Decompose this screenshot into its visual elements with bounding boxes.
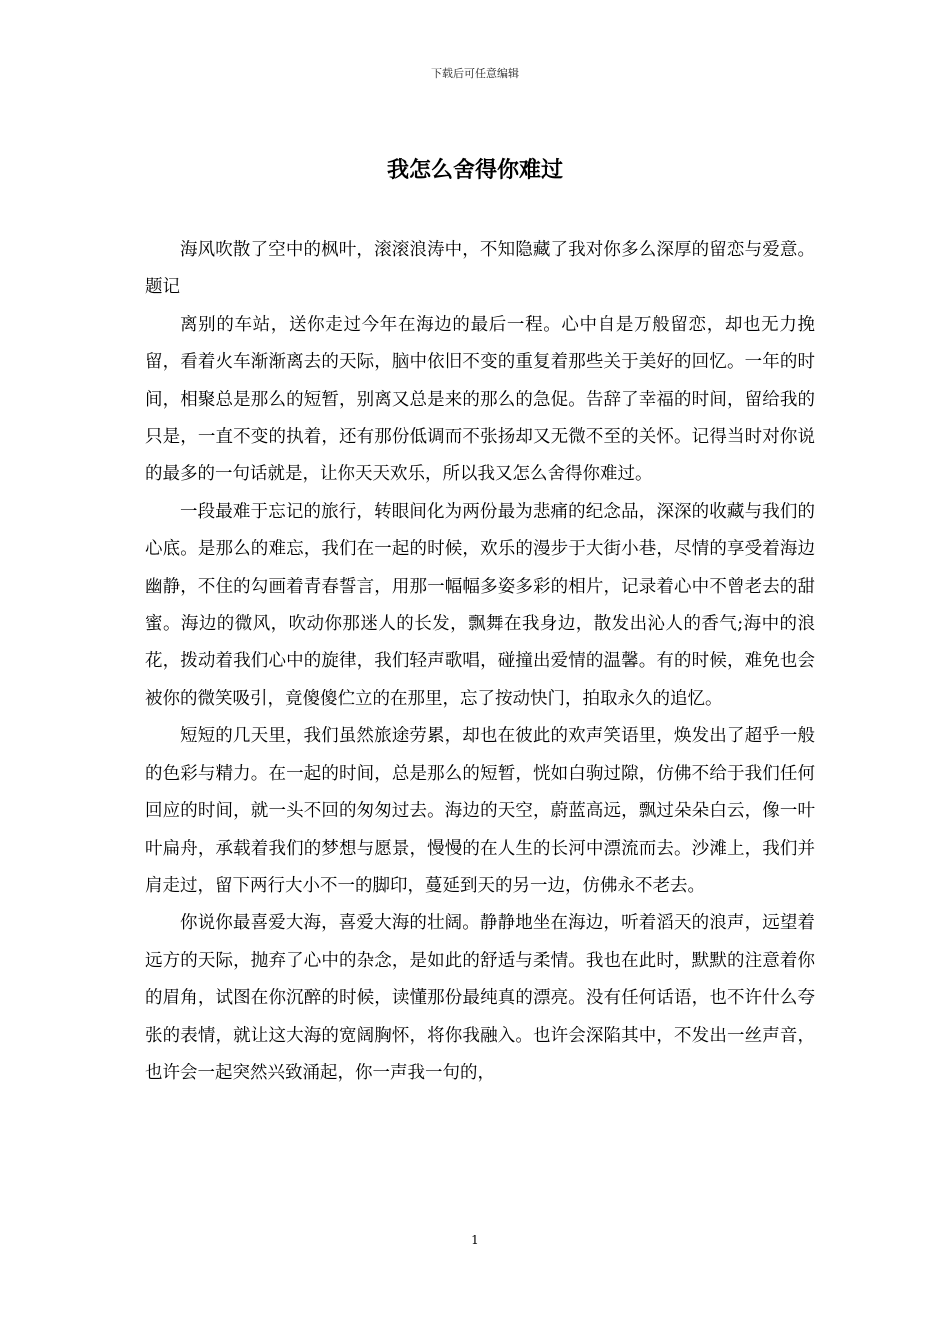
document-title: 我怎么舍得你难过 [386,157,563,183]
page-number: 1 [471,1233,479,1247]
paragraph: 你说你最喜爱大海，喜爱大海的壮阔。静静地坐在海边，听着滔天的浪声，远望着远方的天际，抛弃了心中的杂念，是如此的舒适与柔情。我也在此时，默默的注意着你的眉角，试图在你沉醉的时候，读懂那份最纯真的漂亮。没有任何话语，也不许什么夸张的表情，就让这大海的宽阔胸怀，将你我融入。也许会深陷其中，不发出一丝声音，也许会一起突然兴致涌起，你一声我一句的， [145,913,815,1083]
paragraph: 离别的车站，送你走过今年在海边的最后一程。心中自是万般留恋，却也无力挽留，看着火车渐渐离去的天际，脑中依旧不变的重复着那些关于美好的回忆。一年的时间，相聚总是那么的短暂，别离又总是来的那么的急促。告辞了幸福的时间，留给我的只是，一直不变的执着，还有那份低调而不张扬却又无微不至的关怀。记得当时对你说的最多的一句话就是，让你天天欢乐，所以我又怎么舍得你难过。 [145,314,815,485]
page-header: 下载后可任意编辑 [431,67,519,80]
paragraph: 一段最难于忘记的旅行，转眼间化为两份最为悲痛的纪念品，深深的收藏与我们的心底。是那么的难忘，我们在一起的时候，欢乐的漫步于大街小巷，尽情的享受着海边幽静，不住的勾画着青春誓言，用那一幅幅多姿多彩的相片，记录着心中不曾老去的甜蜜。海边的微风，吹动你那迷人的长发，飘舞在我身边，散发出沁人的香气;海中的浪花，拨动着我们心中的旋律，我们轻声歌唱，碰撞出爱情的温馨。有的时候，难免也会被你的微笑吸引，竟傻傻伫立的在那里，忘了按动快门，拍取永久的追忆。 [145,501,815,709]
paragraph-epigraph: 海风吹散了空中的枫叶，滚滚浪涛中，不知隐藏了我对你多么深厚的留恋与爱意。题记 [145,240,815,298]
document-body [145,232,815,1092]
paragraph: 短短的几天里，我们虽然旅途劳累，却也在彼此的欢声笑语里，焕发出了超乎一般的色彩与精力。在一起的时间，总是那么的短暂，恍如白驹过隙，仿佛不给于我们任何回应的时间，就一头不回的匆匆过去。海边的天空，蔚蓝高远，飘过朵朵白云，像一叶叶扁舟，承载着我们的梦想与愿景，慢慢的在人生的长河中漂流而去。沙滩上，我们并肩走过，留下两行大小不一的脚印，蔓延到天的另一边，仿佛永不老去。 [145,726,815,896]
